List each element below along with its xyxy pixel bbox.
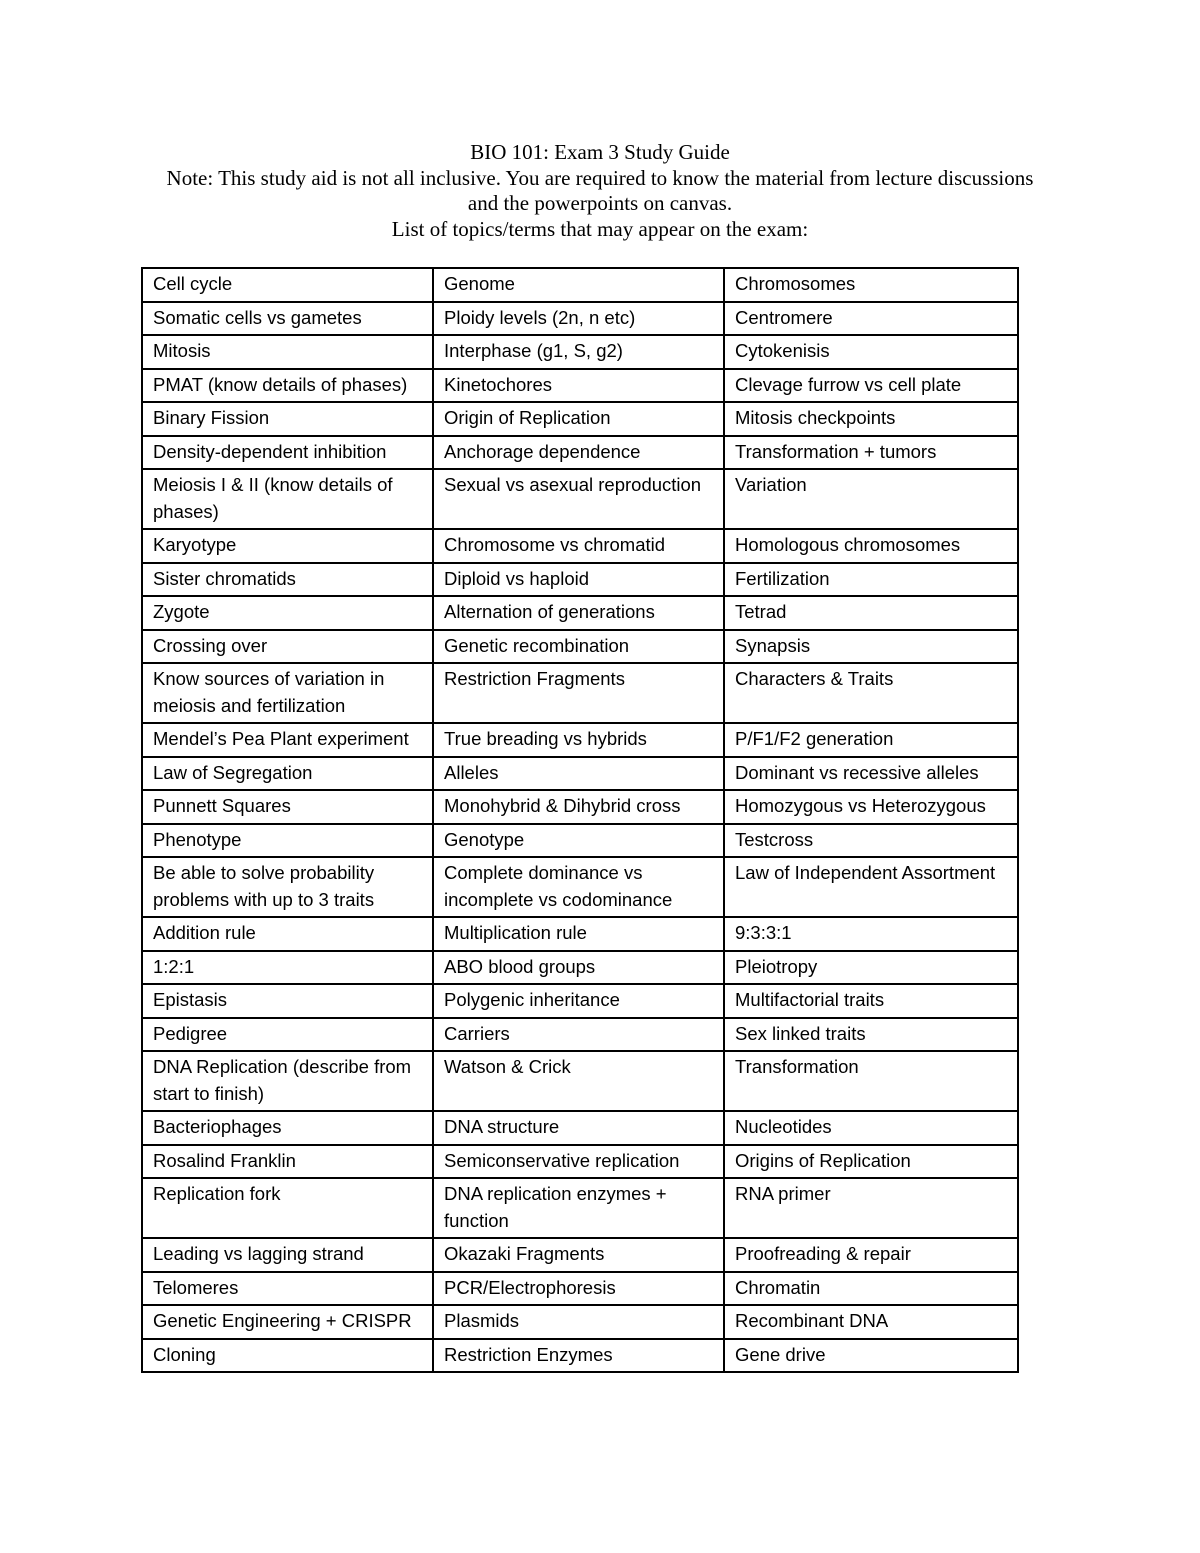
table-cell: Karyotype bbox=[142, 529, 433, 563]
table-cell: Okazaki Fragments bbox=[433, 1238, 724, 1272]
table-cell: Alleles bbox=[433, 757, 724, 791]
table-cell: Transformation + tumors bbox=[724, 436, 1018, 470]
table-cell: 1:2:1 bbox=[142, 951, 433, 985]
table-row bbox=[142, 917, 1018, 951]
table-row bbox=[142, 1145, 1018, 1179]
table-row bbox=[142, 1051, 1018, 1111]
table-cell: Ploidy levels (2n, n etc) bbox=[433, 302, 724, 336]
table-cell: Plasmids bbox=[433, 1305, 724, 1339]
table-cell: Punnett Squares bbox=[142, 790, 433, 824]
table-row bbox=[142, 529, 1018, 563]
table-row bbox=[142, 824, 1018, 858]
table-cell: Carriers bbox=[433, 1018, 724, 1052]
table-cell: Cloning bbox=[142, 1339, 433, 1373]
table-cell: Monohybrid & Dihybrid cross bbox=[433, 790, 724, 824]
table-cell: P/F1/F2 generation bbox=[724, 723, 1018, 757]
note-line-2: and the powerpoints on canvas. bbox=[467, 191, 733, 215]
table-cell: Telomeres bbox=[142, 1272, 433, 1306]
table-cell: Anchorage dependence bbox=[433, 436, 724, 470]
table-cell: Crossing over bbox=[142, 630, 433, 664]
table-cell: Centromere bbox=[724, 302, 1018, 336]
table-cell: PCR/Electrophoresis bbox=[433, 1272, 724, 1306]
table-cell: Multiplication rule bbox=[433, 917, 724, 951]
table-row bbox=[142, 1111, 1018, 1145]
table-cell: Testcross bbox=[724, 824, 1018, 858]
table-row bbox=[142, 1238, 1018, 1272]
table-cell: Leading vs lagging strand bbox=[142, 1238, 433, 1272]
table-cell: Epistasis bbox=[142, 984, 433, 1018]
topics-table-body bbox=[142, 268, 1018, 1372]
table-cell: 9:3:3:1 bbox=[724, 917, 1018, 951]
table-cell: Transformation bbox=[724, 1051, 1018, 1111]
table-cell: Proofreading & repair bbox=[724, 1238, 1018, 1272]
table-cell: Know sources of variation in meiosis and fertilization bbox=[142, 663, 433, 723]
table-cell: Mendel’s Pea Plant experiment bbox=[142, 723, 433, 757]
table-cell: Chromosomes bbox=[724, 268, 1018, 302]
document-header bbox=[0, 140, 1200, 242]
table-row bbox=[142, 1018, 1018, 1052]
table-cell: Interphase (g1, S, g2) bbox=[433, 335, 724, 369]
table-cell: Kinetochores bbox=[433, 369, 724, 403]
table-row bbox=[142, 984, 1018, 1018]
table-row bbox=[142, 302, 1018, 336]
table-cell: Genetic Engineering + CRISPR bbox=[142, 1305, 433, 1339]
table-row bbox=[142, 1339, 1018, 1373]
table-cell: Origin of Replication bbox=[433, 402, 724, 436]
table-row bbox=[142, 630, 1018, 664]
table-cell: DNA Replication (describe from start to finish) bbox=[142, 1051, 433, 1111]
table-cell: Meiosis I & II (know details of phases) bbox=[142, 469, 433, 529]
table-cell: Cytokenisis bbox=[724, 335, 1018, 369]
table-row bbox=[142, 469, 1018, 529]
table-cell: Sister chromatids bbox=[142, 563, 433, 597]
table-cell: DNA structure bbox=[433, 1111, 724, 1145]
table-row bbox=[142, 790, 1018, 824]
table-cell: Chromatin bbox=[724, 1272, 1018, 1306]
table-cell: RNA primer bbox=[724, 1178, 1018, 1238]
table-cell: Replication fork bbox=[142, 1178, 433, 1238]
table-row bbox=[142, 335, 1018, 369]
table-cell: Dominant vs recessive alleles bbox=[724, 757, 1018, 791]
table-row bbox=[142, 268, 1018, 302]
table-cell: Chromosome vs chromatid bbox=[433, 529, 724, 563]
table-cell: Clevage furrow vs cell plate bbox=[724, 369, 1018, 403]
table-cell: Nucleotides bbox=[724, 1111, 1018, 1145]
table-cell: Synapsis bbox=[724, 630, 1018, 664]
table-cell: Sex linked traits bbox=[724, 1018, 1018, 1052]
table-cell: Complete dominance vs incomplete vs codominance bbox=[433, 857, 724, 917]
table-cell: True breading vs hybrids bbox=[433, 723, 724, 757]
table-row bbox=[142, 1178, 1018, 1238]
table-row bbox=[142, 436, 1018, 470]
table-cell: Genome bbox=[433, 268, 724, 302]
table-row bbox=[142, 857, 1018, 917]
table-cell: Tetrad bbox=[724, 596, 1018, 630]
table-cell: Restriction Enzymes bbox=[433, 1339, 724, 1373]
table-cell: Restriction Fragments bbox=[433, 663, 724, 723]
table-cell: PMAT (know details of phases) bbox=[142, 369, 433, 403]
table-cell: Addition rule bbox=[142, 917, 433, 951]
document-title: BIO 101: Exam 3 Study Guide bbox=[470, 140, 730, 164]
table-cell: Law of Independent Assortment bbox=[724, 857, 1018, 917]
table-cell: Genetic recombination bbox=[433, 630, 724, 664]
table-cell: DNA replication enzymes + function bbox=[433, 1178, 724, 1238]
table-cell: Multifactorial traits bbox=[724, 984, 1018, 1018]
table-row bbox=[142, 563, 1018, 597]
table-cell: Density-dependent inhibition bbox=[142, 436, 433, 470]
table-cell: Mitosis checkpoints bbox=[724, 402, 1018, 436]
table-cell: Origins of Replication bbox=[724, 1145, 1018, 1179]
table-cell: Homozygous vs Heterozygous bbox=[724, 790, 1018, 824]
table-cell: Bacteriophages bbox=[142, 1111, 433, 1145]
table-cell: Alternation of generations bbox=[433, 596, 724, 630]
table-cell: Mitosis bbox=[142, 335, 433, 369]
table-cell: Sexual vs asexual reproduction bbox=[433, 469, 724, 529]
table-cell: Recombinant DNA bbox=[724, 1305, 1018, 1339]
note-line-1: Note: This study aid is not all inclusive. You are required to know the material from lecture discussions bbox=[166, 166, 1034, 190]
topics-intro: List of topics/terms that may appear on the exam: bbox=[391, 217, 809, 241]
table-row bbox=[142, 1272, 1018, 1306]
table-row bbox=[142, 757, 1018, 791]
table-cell: Gene drive bbox=[724, 1339, 1018, 1373]
table-cell: Be able to solve probability problems with up to 3 traits bbox=[142, 857, 433, 917]
table-cell: Zygote bbox=[142, 596, 433, 630]
table-cell: Law of Segregation bbox=[142, 757, 433, 791]
table-cell: Variation bbox=[724, 469, 1018, 529]
table-cell: Characters & Traits bbox=[724, 663, 1018, 723]
table-row bbox=[142, 402, 1018, 436]
table-cell: Cell cycle bbox=[142, 268, 433, 302]
table-cell: Semiconservative replication bbox=[433, 1145, 724, 1179]
table-row bbox=[142, 723, 1018, 757]
table-cell: Binary Fission bbox=[142, 402, 433, 436]
table-cell: Diploid vs haploid bbox=[433, 563, 724, 597]
table-row bbox=[142, 1305, 1018, 1339]
table-cell: Fertilization bbox=[724, 563, 1018, 597]
table-cell: Watson & Crick bbox=[433, 1051, 724, 1111]
table-row bbox=[142, 369, 1018, 403]
table-row bbox=[142, 951, 1018, 985]
table-row bbox=[142, 663, 1018, 723]
table-cell: Polygenic inheritance bbox=[433, 984, 724, 1018]
topics-table bbox=[141, 267, 1019, 1373]
table-cell: Phenotype bbox=[142, 824, 433, 858]
table-cell: ABO blood groups bbox=[433, 951, 724, 985]
table-cell: Homologous chromosomes bbox=[724, 529, 1018, 563]
table-cell: Pleiotropy bbox=[724, 951, 1018, 985]
table-cell: Somatic cells vs gametes bbox=[142, 302, 433, 336]
table-cell: Genotype bbox=[433, 824, 724, 858]
table-row bbox=[142, 596, 1018, 630]
table-cell: Pedigree bbox=[142, 1018, 433, 1052]
table-cell: Rosalind Franklin bbox=[142, 1145, 433, 1179]
